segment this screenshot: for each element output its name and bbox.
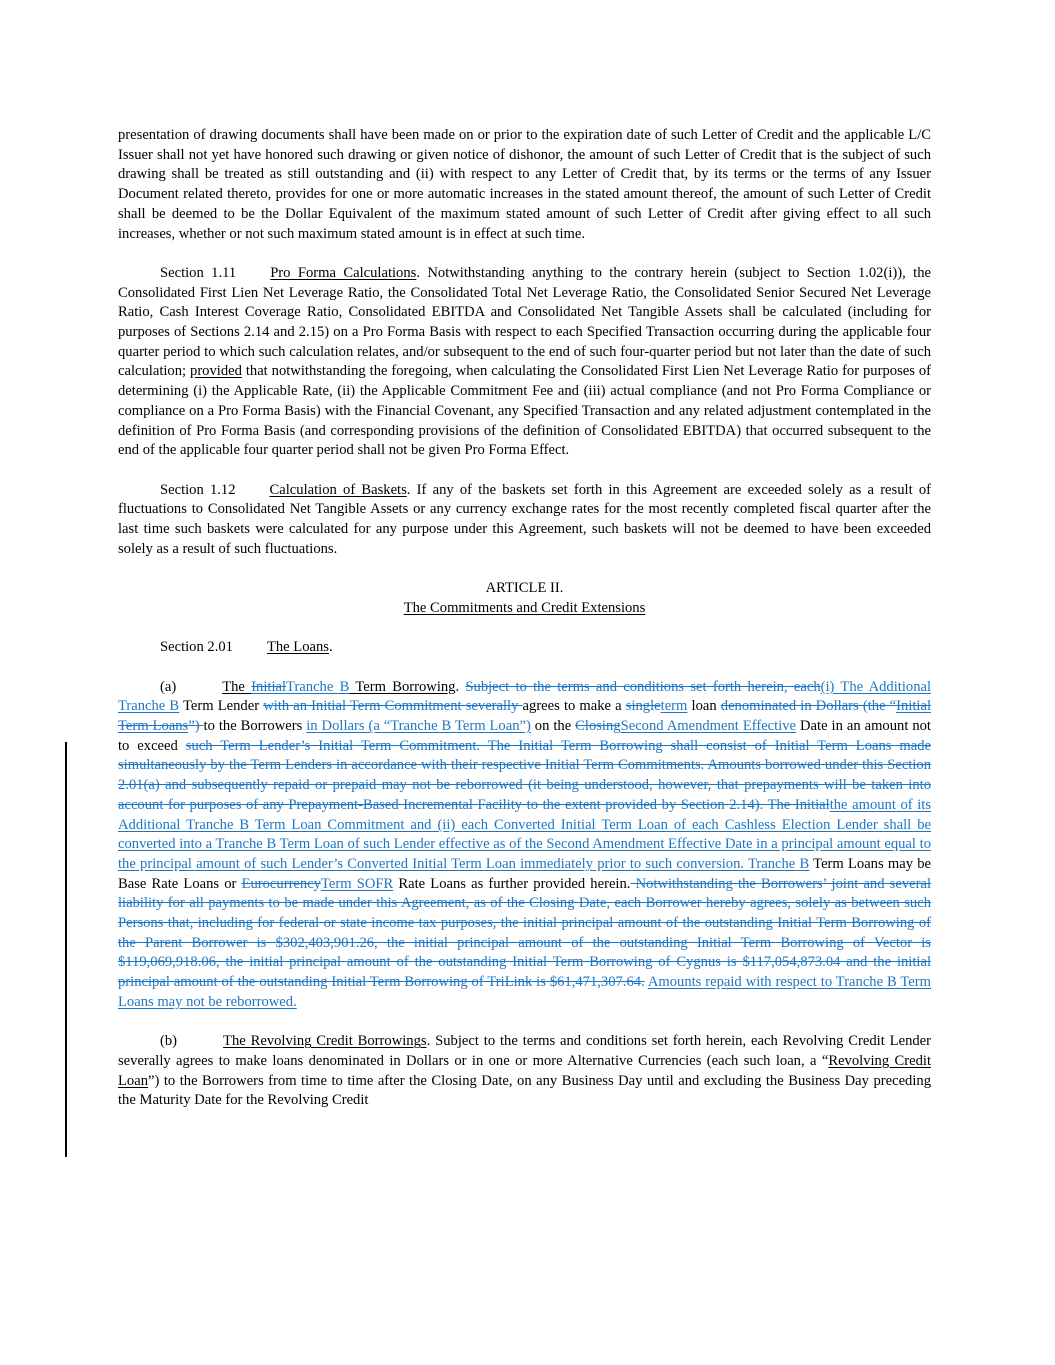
- deleted-underlined-text: Initial: [251, 678, 287, 695]
- text-run: .: [328, 639, 333, 656]
- text-run: Term Lender: [179, 698, 264, 715]
- text-run: on the: [530, 718, 576, 735]
- text-run: Date in an amount not to exceed: [118, 718, 931, 754]
- deleted-text: with an Initial Term Commitment severally: [263, 698, 523, 715]
- article-ii-subtitle: [118, 599, 931, 619]
- section-1-11: [118, 264, 931, 461]
- inserted-text: Term SOFR: [320, 875, 394, 892]
- paragraph-a-redlined: [118, 678, 931, 1013]
- text-run: . If any of the baskets set forth in this Agreement are exceeded solely as a result of fluctuations to Consolidated Net Tangible Assets or any currency exchange rates for the most recently completed fiscal quarter after the last time such baskets were calculated for any purpose under this Agreement, such baskets will not be deemed to have been exceeded solely as a result of such fluctuations.: [118, 481, 931, 557]
- article-ii-title: [118, 579, 931, 599]
- text-run: to the Borrowers: [203, 718, 307, 735]
- underlined-text: Calculation of Baskets: [269, 481, 407, 498]
- text-run: (a): [160, 678, 177, 695]
- tab-spacer: [233, 650, 267, 651]
- tab-spacer: [236, 493, 270, 494]
- text-run: presentation of drawing documents shall have been made on or prior to the expiration date of such Letter of Credit and the applicable L/C Issuer shall not yet have honored such drawing or given notice of dishonor, the amount of such Letter of Credit that is the subject of such drawing shall be treated as still outstanding and (ii) with respect to any Letter of Credit that, by its terms or the terms of any Issuer Document related thereto, provides for one or more automatic increases in the stated amount thereof, the amount of such Letter of Credit shall be deemed to be the Dollar Equivalent of the maximum stated amount of such Letter of Credit after giving effect to all such increases, whether or not such maximum stated amount is in effect at such time.: [118, 127, 931, 242]
- tab-spacer: [177, 1044, 223, 1045]
- text-run: Section 1.11: [160, 264, 237, 281]
- continuation-paragraph: [118, 126, 931, 244]
- text-run: agrees to make a: [522, 698, 626, 715]
- text-run: Rate Loans as further provided herein.: [393, 875, 631, 892]
- deleted-text: Subject to the terms and conditions set forth herein, each: [465, 678, 821, 695]
- text-run: ”) to the Borrowers from time to time after the Closing Date, on any Business Day until and excluding the Business Day preceding the Maturity Date for the Revolving Credit: [118, 1072, 931, 1109]
- underlined-text: The Loans: [266, 639, 329, 656]
- underlined-text: provided: [190, 363, 242, 380]
- deleted-text: Eurocurrency: [241, 875, 321, 892]
- text-run: ARTICLE II.: [485, 580, 564, 597]
- inserted-text: Tranche B: [286, 678, 350, 695]
- text-run: (b): [160, 1033, 178, 1050]
- inserted-text: in Dollars (a “Tranche B Term Loan”): [306, 718, 531, 735]
- underlined-text: Revolving Credit Loan: [118, 1052, 931, 1089]
- tab-spacer: [118, 276, 160, 277]
- deleted-underlined-text: Initial Term Loans: [118, 698, 932, 735]
- section-1-12: [118, 481, 931, 560]
- text-run: .: [455, 678, 466, 695]
- underlined-text: The Commitments and Credit Extensions: [403, 599, 646, 616]
- text-run: loan: [687, 698, 721, 715]
- tab-spacer: [118, 690, 160, 691]
- text-run: Section 1.12: [160, 481, 236, 498]
- deleted-text: Closing: [575, 718, 621, 735]
- deleted-text: Notwithstanding the Borrowers’ joint and several liability for all payments to be made under this Agreement, as of the Closing Date, each Borrower hereby agrees, solely as between such Persons that, including for federal or state income tax purposes, the initial principal amount of the outstanding Initial Term Borrowing of the Parent Borrower is $302,403,901.26, the initial principal amount of the outstanding Initial Term Borrowing of Vector is $119,069,918.06, the initial principal amount of the outstanding Initial Term Borrowing of Cygnus is $117,054,873.04 and the initial principal amount of the outstanding Initial Term Borrowing of TriLink is $61,471,307.64.: [118, 875, 931, 991]
- document-body: [118, 126, 931, 1111]
- inserted-text: (i) The Additional Tranche B: [118, 678, 932, 715]
- underlined-text: Pro Forma Calculations: [270, 264, 417, 281]
- tab-spacer: [118, 650, 160, 651]
- text-run: that notwithstanding the foregoing, when calculating the Consolidated First Lien Net Leverage Ratio for purposes of determining (i) the Applicable Rate, (ii) the Applicable Commitment Fee and (iii) actual compliance (and not Pro Forma Compliance or compliance on a Pro Forma Basis) with the Financial Covenant, any Specified Transaction and any related adjustment contemplated in the definition of Pro Forma Basis (and corresponding provisions of the definition of Consolidated EBITDA) that occurred subsequent to the end of the applicable four quarter period shall not be given Pro Forma Effect.: [118, 363, 931, 459]
- tab-spacer: [118, 1044, 160, 1045]
- text-run: Section 2.01: [160, 639, 233, 656]
- deleted-text: single: [625, 698, 661, 715]
- underlined-text: The Revolving Credit Borrowings: [223, 1033, 427, 1050]
- paragraph-b: [118, 1032, 931, 1111]
- inserted-text: Second Amendment Effective: [620, 718, 797, 735]
- underlined-text: Term Borrowing: [349, 678, 456, 695]
- deleted-text: denominated in Dollars (the “: [720, 698, 897, 715]
- change-bar: [65, 742, 67, 1157]
- text-run: . Notwithstanding anything to the contrary herein (subject to Section 1.02(i)), the Consolidated First Lien Net Leverage Ratio, the Consolidated Total Net Leverage Ratio, the Consolidated Senior Secured Net Leverage Ratio, Cash Interest Coverage Ratio, Consolidated EBITDA and Consolidated Net Tangible Assets shall be calculated (including for purposes of Sections 2.14 and 2.15) on a Pro Forma Basis with respect to each Specified Transaction occurring during the applicable four quarter period to which such calculation relates, and/or subsequent to the end of such four-quarter period but not later than the date of such calculation;: [118, 264, 931, 380]
- text-run: . Subject to the terms and conditions set forth herein, each Revolving Credit Lender severally agrees to make loans denominated in Dollars or in one or more Alternative Currencies (each such loan, a “: [118, 1033, 931, 1069]
- tab-spacer: [236, 276, 270, 277]
- underlined-text: The: [222, 678, 252, 695]
- deleted-text: such Term Lender’s Initial Term Commitment. The Initial Term Borrowing shall consist of Initial Term Loans made simultaneously by the Term Lenders in accordance with their respective Initial Term Commitments. Amounts borrowed under this Section 2.01(a) and subsequently repaid or prepaid may not be reborrowed (it being understood, however, that prepayments will be taken into account for purposes of any Prepayment-Based Incremental Facility to the extent provided by Section 2.14). The Initial: [118, 737, 932, 813]
- inserted-text: term: [660, 698, 688, 715]
- text-run: Term Loans may be Base Rate Loans or: [118, 855, 931, 892]
- inserted-text: the amount of its Additional Tranche B Term Loan Commitment and (ii) each Converted Initial Term Loan of each Cashless Election Lender shall be converted into a Tranche B Term Loan of such Lender effective as of the Second Amendment Effective Date in a principal amount equal to the principal amount of such Lender’s Converted Initial Term Loan immediately prior to such conversion. Tranche B: [118, 796, 931, 872]
- tab-spacer: [176, 690, 222, 691]
- tab-spacer: [118, 493, 160, 494]
- inserted-text: Amounts repaid with respect to Tranche B Term Loans may not be reborrowed.: [118, 974, 931, 1010]
- section-2-01: [118, 638, 931, 658]
- deleted-text: ”): [188, 718, 204, 735]
